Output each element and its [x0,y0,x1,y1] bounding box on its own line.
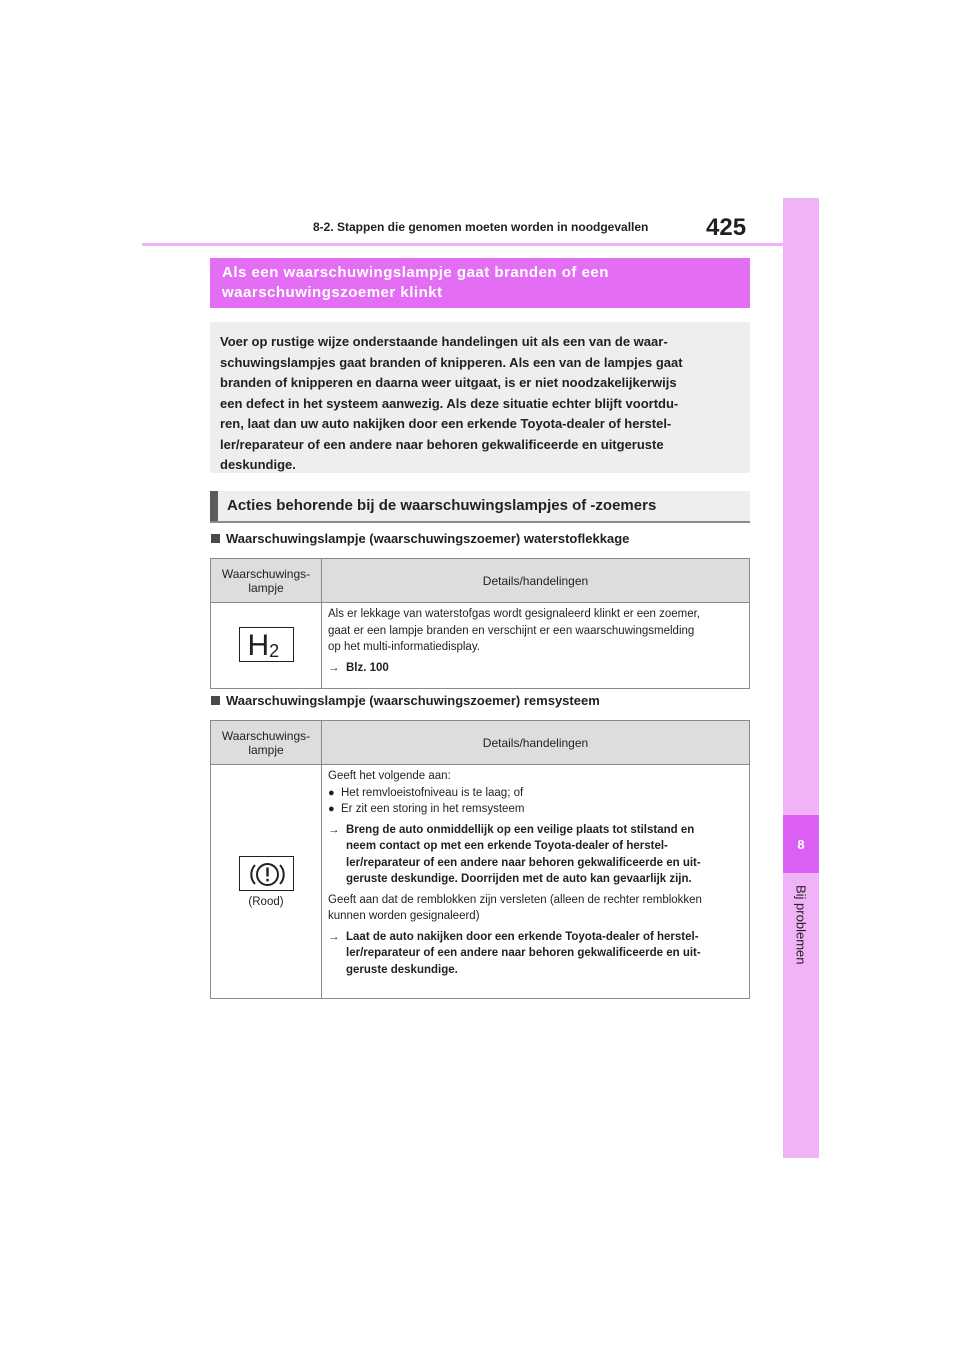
intro-line: schuwingslampjes gaat branden of knipperen. Als een van de lampjes gaat [220,354,683,370]
action-line [328,929,744,979]
action-line-text: ler/reparateur of een andere naar behoren gekwalificeerde en uit- [346,856,701,869]
header-warning-lamp [211,559,322,603]
page-number: 425 [706,214,747,241]
icon-cell [211,603,322,689]
brake-warning-icon-graphic [240,857,295,892]
brake-table [210,720,750,999]
intro-line: ren, laat dan uw auto nakijken door een erkende Toyota-dealer of herstel- [220,416,672,431]
action-line-text: ler/reparateur of een andere naar behoren gekwalificeerde en uit- [346,947,701,959]
subheading-brake-text: Waarschuwingslampje (waarschuwingszoemer) remsysteem [226,693,600,708]
subheading-brake [211,693,600,708]
header-details: Details/handelingen [322,559,750,603]
action-line [328,660,744,677]
icon-cell [211,765,322,999]
action-line [328,822,744,888]
detail-line: Geeft het volgende aan: [328,770,451,782]
square-bullet-icon [211,696,220,705]
list-item-text: Er zit een storing in het remsysteem [341,803,525,815]
brake-warning-icon [239,856,294,891]
bullet-icon: ● [328,803,335,815]
page-reference: Blz. 100 [346,661,389,674]
action-line-text: Laat de auto nakijken door een erkende Toyota-dealer of herstel- [346,930,699,943]
header-lamp-line-2: lampje [248,580,284,595]
action-line-text: Breng de auto onmiddellijk op een veilige plaats tot stilstand en [346,823,695,836]
detail-line: gaat er een lampje branden en verschijnt er een waarschuwingsmelding [328,624,695,637]
details-cell [322,603,750,689]
hydrogen-table [210,558,750,689]
chapter-number: 8 [783,815,819,873]
intro-line: deskundige. [220,457,296,472]
subheading-hydrogen-text: Waarschuwingslampje (waarschuwingszoemer) waterstoflekkage [226,531,630,546]
subheading-hydrogen [211,531,629,546]
detail-line: kunnen worden gesignaleerd) [328,910,480,922]
intro-line: Voer op rustige wijze onderstaande handelingen uit als een van de waar- [220,334,668,349]
topic-banner [210,258,750,308]
header-lamp-line-1: Waarschuwings- [221,728,311,743]
header-details: Details/handelingen [322,721,750,765]
arrow-right-icon: → [328,661,340,674]
header-lamp-line-2: lampje [248,742,284,757]
banner-line-2: waarschuwingszoemer klinkt [222,284,443,301]
header-lamp-line-1: Waarschuwings- [221,566,311,581]
table-header-row [211,721,750,765]
table-header-row [211,559,750,603]
table-row [211,765,750,999]
section-heading [210,491,750,523]
section-heading-bar [210,491,218,521]
list-item [328,785,744,802]
action-line-text: geruste deskundige. [346,963,458,976]
h2-letter: H [247,628,270,662]
arrow-right-icon: → [328,930,340,943]
h2-subscript: 2 [269,640,280,661]
section-heading-text: Acties behorende bij de waarschuwingslampjes of -zoemers [227,497,657,514]
action-text [346,929,701,979]
banner-line-1: Als een waarschuwingslampje gaat branden of een [222,264,609,281]
running-title: 8-2. Stappen die genomen moeten worden in noodgevallen [313,220,649,234]
header-rule [142,243,783,246]
detail-line: Als er lekkage van waterstofgas wordt gesignaleerd klinkt er een zoemer, [328,608,701,620]
detail-line: op het multi-informatiedisplay. [328,641,480,653]
intro-line: ler/reparateur of een andere naar behoren gekwalificeerde en uitgeruste [220,436,664,452]
chapter-side-tab [783,198,819,1158]
action-line-text: geruste deskundige. Doorrijden met de auto kan gevaarlijk zijn. [346,873,692,885]
bullet-icon: ● [328,786,335,799]
list-item [328,801,744,818]
hydrogen-leak-warning-icon [239,627,294,662]
intro-line: branden of knipperen en daarna weer uitgaat, is er niet noodzakelijkerwijs [220,375,677,390]
details-cell [322,765,750,999]
arrow-right-icon: → [328,823,340,836]
table-row [211,603,750,689]
chapter-title: Bij problemen [793,885,809,965]
action-line-text: neem contact op met een erkende Toyota-dealer of herstel- [346,840,668,852]
square-bullet-icon [211,534,220,543]
action-text [346,822,701,888]
header-warning-lamp [211,721,322,765]
intro-box [210,322,750,473]
icon-color-caption: (Rood) [248,895,284,908]
list-item-text: Het remvloeistofniveau is te laag; of [341,786,524,799]
detail-line: Geeft aan dat de remblokken zijn versleten (alleen de rechter remblokken [328,893,702,906]
intro-line: een defect in het systeem aanwezig. Als deze situatie echter blijft voortdu- [220,395,679,411]
